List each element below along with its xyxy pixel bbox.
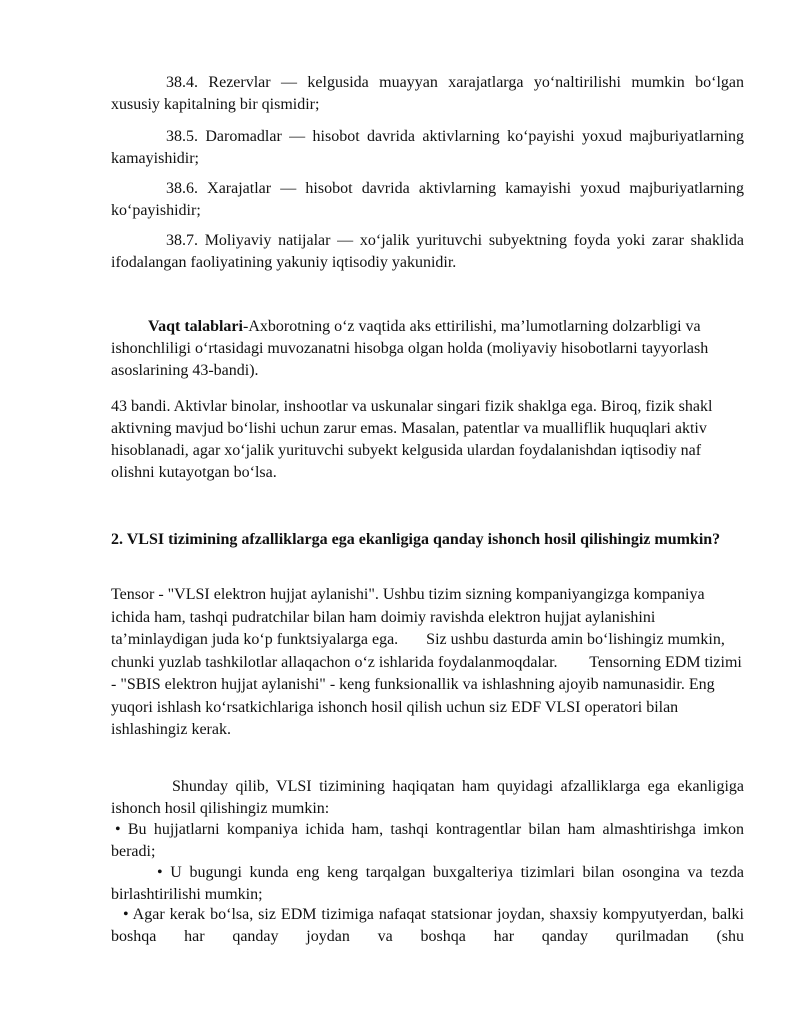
bullet-item-2: • U bugungi kunda eng keng tarqalgan buxgalteriya tizimlari bilan osongina va tezda birlashtirilishi mumkin; bbox=[111, 864, 744, 903]
paragraph-38-5: 38.5. Daromadlar — hisobot davrida aktivlarning ko‘payishi yoxud majburiyatlarning kamayishidir; bbox=[111, 128, 744, 167]
bullet-item-1: • Bu hujjatlarni kompaniya ichida ham, tashqi kontragentlar bilan ham almashtirishga imkon beradi; bbox=[111, 821, 744, 860]
section-heading-2: 2. VLSI tizimining afzalliklarga ega ekanligiga qanday ishonch hosil qilishingiz mumkin? bbox=[111, 531, 721, 548]
paragraph-38-6: 38.6. Xarajatlar — hisobot davrida aktivlarning kamayishi yoxud majburiyatlarning ko‘payishidir; bbox=[111, 180, 744, 219]
bullet-item-3: • Agar kerak bo‘lsa, siz EDM tizimiga nafaqat statsionar joydan, shaxsiy kompyutyerdan, balki boshqa har qanday joydan va boshqa har qanday qurilmadan (shu bbox=[111, 906, 744, 945]
paragraph-38-7: 38.7. Moliyaviy natijalar — xo‘jalik yurituvchi subyektning foyda yoki zarar shaklida ifodalangan faoliyatining yakuniy iqtisodiy yakunidir. bbox=[111, 232, 744, 271]
vaqt-talablari-term: Vaqt talablari bbox=[148, 318, 243, 335]
paragraph-vaqt-talablari bbox=[111, 316, 744, 382]
vaqt-talablari-text: -Axborotning o‘z vaqtida aks ettirilishi, ma’lumotlarning dolzarbligi va ishonchliligi o‘rtasidagi muvozanatni hisobga olgan holda (moliyaviy hisobotlarni tayyorlash asoslarining 43-bandi). bbox=[111, 318, 709, 379]
paragraph-tensor: Tensor - "VLSI elektron hujjat aylanishi". Ushbu tizim sizning kompaniyangizga kompaniya ichida ham, tashqi pudratchilar bilan ham doimiy ravishda elektron hujjat aylanishini ta’minlaydigan juda ko‘p funktsiyalarga ega. Siz ushbu dasturda amin bo‘lishingiz mumkin, chunki yuzlab tashkilotlar allaqachon o‘z ishlarida foydalanmoqdalar. Tensorning EDM tizimi - "SBIS elektron hujjat aylanishi" - keng funksionallik va ishlashning ajoyib namunasidir. Eng yuqori ishlash ko‘rsatkichlariga ishonch hosil qilish uchun siz EDF VLSI operatori bilan ishlashingiz kerak. bbox=[111, 586, 746, 738]
paragraph-38-4: 38.4. Rezervlar — kelgusida muayyan xarajatlarga yo‘naltirilishi mumkin bo‘lgan xususiy kapitalning bir qismidir; bbox=[111, 74, 744, 113]
paragraph-43-bandi: 43 bandi. Aktivlar binolar, inshootlar va uskunalar singari fizik shaklga ega. Biroq, fizik shakl aktivning mavjud bo‘lishi uchun zarur emas. Masalan, patentlar va mualliflik huquqlari aktiv hisoblanadi, agar xo‘jalik yurituvchi subyekt kelgusida ulardan foydalanishdan iqtisodiy naf olishni kutayotgan bo‘lsa. bbox=[111, 398, 713, 481]
paragraph-shunday: Shunday qilib, VLSI tizimining haqiqatan ham quyidagi afzalliklarga ega ekanligiga ishonch hosil qilishingiz mumkin: bbox=[111, 778, 744, 817]
